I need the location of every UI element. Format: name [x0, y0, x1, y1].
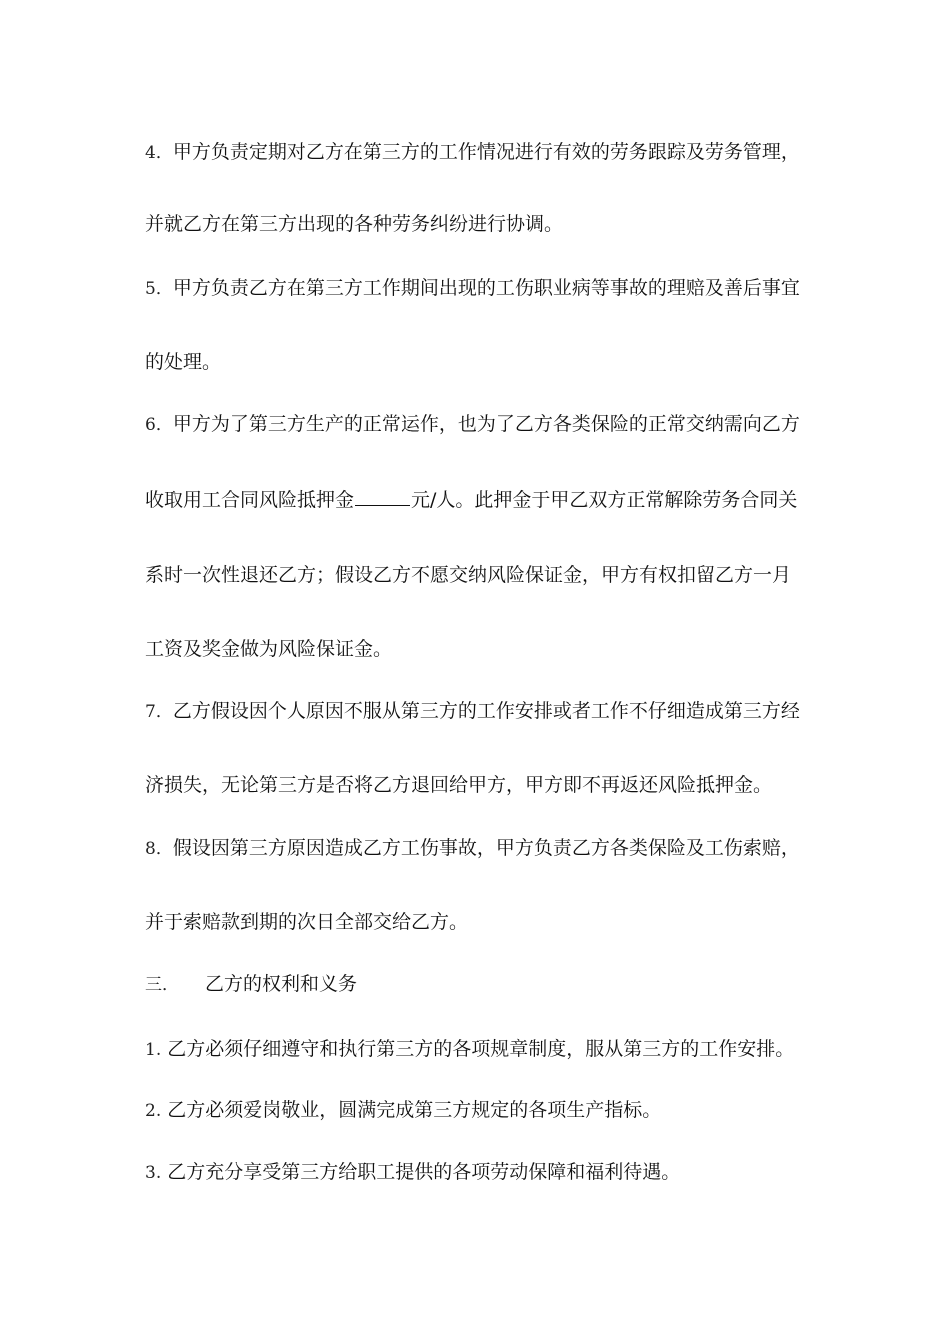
paragraph-line-6-cont-2	[145, 562, 791, 588]
section-number: 三．	[145, 975, 179, 995]
item-number: 7．	[145, 702, 173, 722]
item-number: 6．	[145, 415, 173, 435]
line-text: 甲方为了第三方生产的正常运作，也为了乙方各类保险的正常交纳需向乙方	[172, 413, 800, 435]
paragraph-line-8	[145, 835, 800, 862]
item-number: 4．	[145, 143, 173, 163]
line-text: 假设因第三方原因造成乙方工伤事故，甲方负责乙方各类保险及工伤索赔，	[172, 837, 800, 859]
paragraph-line-5-cont	[145, 349, 221, 375]
section-heading	[145, 971, 357, 998]
paragraph-line-b1	[145, 1036, 794, 1063]
paragraph-line-6	[145, 411, 800, 438]
line-text-after-blank: 元/人。此押金于甲乙双方正常解除劳务合同关	[411, 489, 798, 511]
line-text: 系时一次性退还乙方；假设乙方不愿交纳风险保证金，甲方有权扣留乙方一月	[145, 564, 792, 586]
line-text: 乙方充分享受第三方给职工提供的各项劳动保障和福利待遇。	[167, 1161, 681, 1183]
paragraph-line-b2	[145, 1097, 661, 1124]
line-text: 济损失，无论第三方是否将乙方退回给甲方，甲方即不再返还风险抵押金。	[145, 774, 773, 796]
paragraph-line-5	[145, 275, 800, 302]
item-number: 5．	[145, 279, 173, 299]
section-title: 乙方的权利和义务	[205, 973, 358, 995]
item-number: 8．	[145, 839, 173, 859]
line-text: 甲方负责乙方在第三方工作期间出现的工伤职业病等事故的理赔及善后事宜	[172, 277, 800, 299]
item-number: 1.	[145, 1040, 162, 1060]
paragraph-line-b3	[145, 1159, 680, 1186]
line-text: 甲方负责定期对乙方在第三方的工作情况进行有效的劳务跟踪及劳务管理，	[172, 141, 800, 163]
line-text: 乙方必须爱岗敬业，圆满完成第三方规定的各项生产指标。	[167, 1099, 662, 1121]
line-text: 并就乙方在第三方出现的各种劳务纠纷进行协调。	[145, 213, 564, 235]
paragraph-line-6-cont-3	[145, 636, 392, 662]
line-text: 的处理。	[145, 351, 222, 373]
item-number: 3.	[145, 1163, 162, 1183]
deposit-amount-blank	[355, 504, 410, 506]
line-text: 并于索赔款到期的次日全部交给乙方。	[145, 911, 469, 933]
line-text: 工资及奖金做为风险保证金。	[145, 638, 393, 660]
line-text-before-blank: 收取用工合同风险抵押金	[145, 489, 355, 511]
line-text: 乙方假设因个人原因不服从第三方的工作安排或者工作不仔细造成第三方经	[172, 700, 800, 722]
item-number: 2.	[145, 1101, 162, 1121]
paragraph-line-7-cont	[145, 772, 772, 798]
paragraph-line-6-cont-1	[145, 487, 797, 513]
line-text: 乙方必须仔细遵守和执行第三方的各项规章制度，服从第三方的工作安排。	[167, 1038, 795, 1060]
paragraph-line-4-cont	[145, 211, 563, 237]
paragraph-line-8-cont	[145, 909, 468, 935]
paragraph-line-7	[145, 698, 800, 725]
paragraph-line-4	[145, 139, 800, 166]
